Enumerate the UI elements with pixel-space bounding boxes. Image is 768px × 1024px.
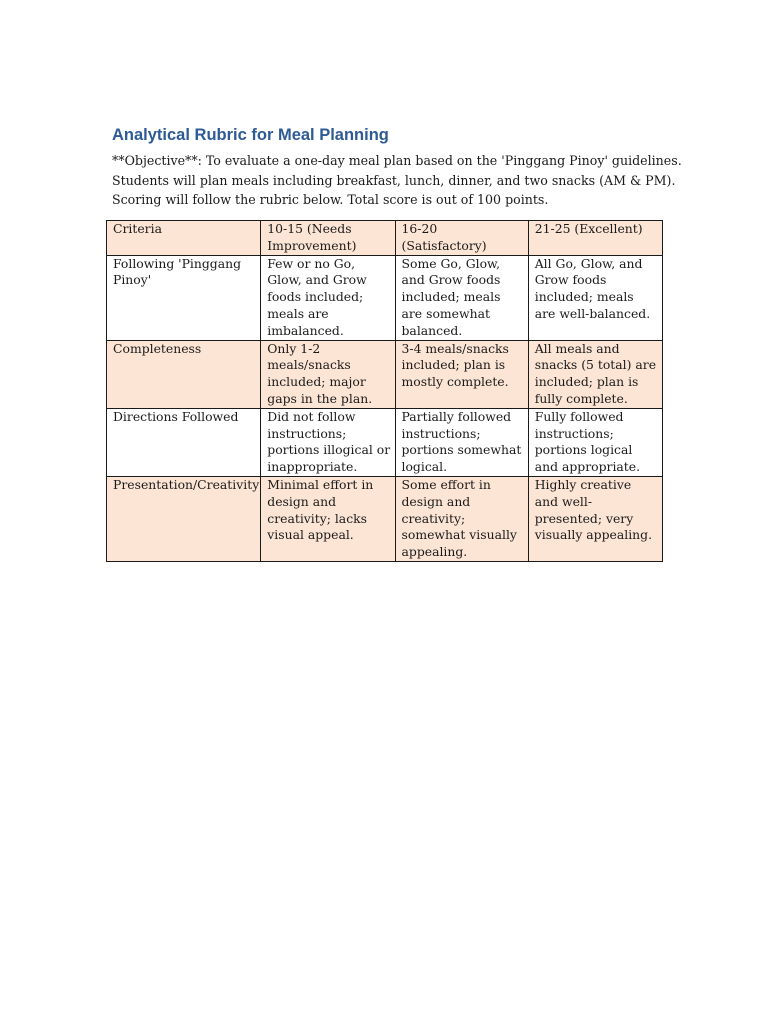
satisfactory-cell: 3-4 meals/snacks included; plan is mostly complete.: [395, 340, 528, 408]
excellent-cell: All Go, Glow, and Grow foods included; meals are well-balanced.: [528, 255, 662, 340]
rubric-row-pinggang-pinoy: [107, 255, 663, 340]
intro-line: Scoring will follow the rubric below. Total score is out of 100 points.: [112, 192, 549, 207]
criteria-cell: Presentation/Creativity: [107, 476, 261, 561]
rubric-row-directions-followed: [107, 408, 663, 476]
excellent-cell: Highly creative and well-presented; very visually appealing.: [528, 476, 662, 561]
document-page: [112, 124, 682, 560]
needs-improvement-cell: Did not follow instructions; portions illogical or inappropriate.: [261, 408, 395, 476]
satisfactory-cell: Some effort in design and creativity; somewhat visually appealing.: [395, 476, 528, 561]
header-excellent: 21-25 (Excellent): [528, 221, 662, 256]
objective-paragraph: [112, 151, 682, 210]
rubric-row-presentation-creativity: [107, 476, 663, 561]
needs-improvement-cell: Only 1-2 meals/snacks included; major gaps in the plan.: [261, 340, 395, 408]
header-criteria: Criteria: [107, 221, 261, 256]
rubric-row-completeness: [107, 340, 663, 408]
excellent-cell: All meals and snacks (5 total) are included; plan is fully complete.: [528, 340, 662, 408]
header-satisfactory: 16-20 (Satisfactory): [395, 221, 528, 256]
satisfactory-cell: Partially followed instructions; portions somewhat logical.: [395, 408, 528, 476]
rubric-table: [106, 220, 663, 562]
rubric-header-row: [107, 221, 663, 256]
excellent-cell: Fully followed instructions; portions logical and appropriate.: [528, 408, 662, 476]
needs-improvement-cell: Minimal effort in design and creativity; lacks visual appeal.: [261, 476, 395, 561]
needs-improvement-cell: Few or no Go, Glow, and Grow foods included; meals are imbalanced.: [261, 255, 395, 340]
satisfactory-cell: Some Go, Glow, and Grow foods included; meals are somewhat balanced.: [395, 255, 528, 340]
header-needs-improvement: 10-15 (Needs Improvement): [261, 221, 395, 256]
criteria-cell: Following 'Pinggang Pinoy': [107, 255, 261, 340]
criteria-cell: Completeness: [107, 340, 261, 408]
document-title: Analytical Rubric for Meal Planning: [112, 126, 389, 144]
intro-line: Students will plan meals including breakfast, lunch, dinner, and two snacks (AM & PM).: [112, 172, 676, 188]
intro-line: **Objective**: To evaluate a one-day meal plan based on the 'Pinggang Pinoy' guidelines.: [112, 153, 682, 168]
criteria-cell: Directions Followed: [107, 408, 261, 476]
